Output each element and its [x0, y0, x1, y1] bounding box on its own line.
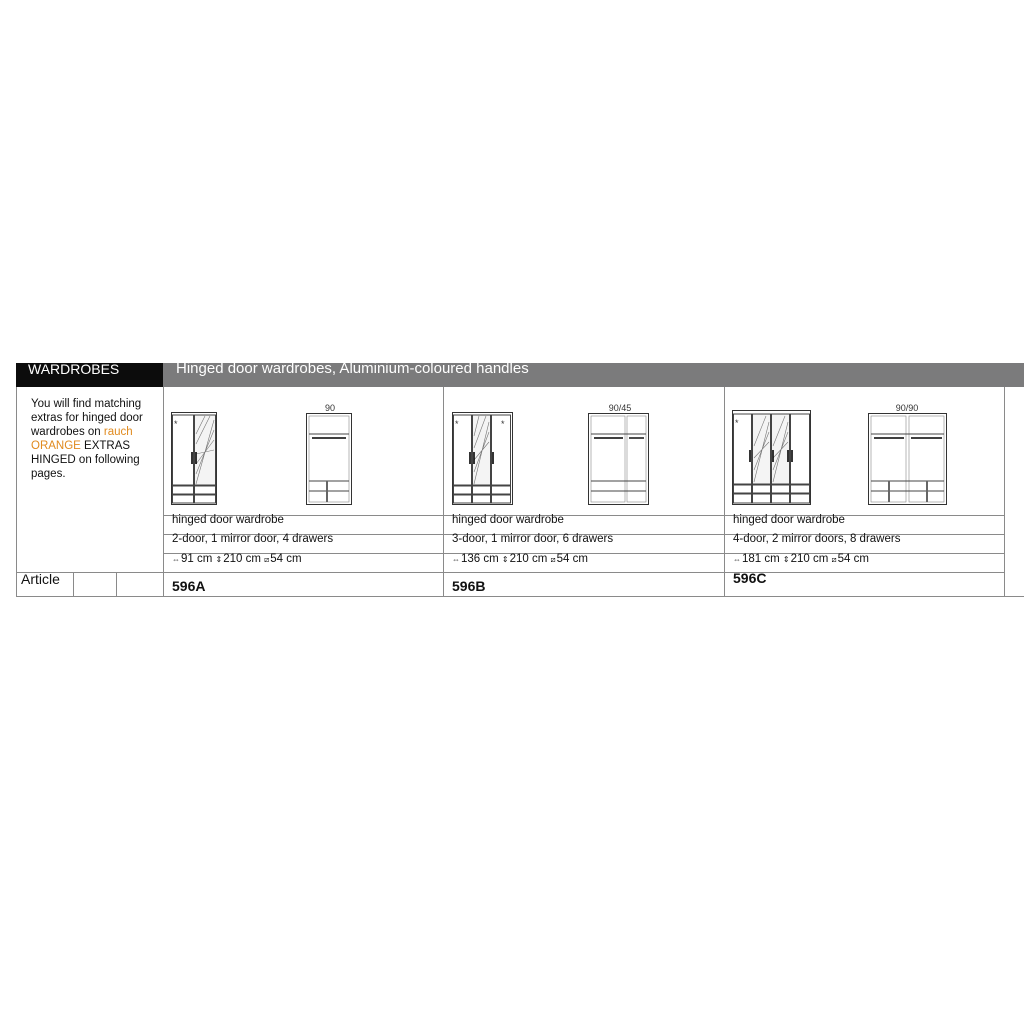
depth-value: 54 cm — [837, 553, 869, 565]
depth-icon: ⧄ — [550, 555, 556, 564]
svg-text:*: * — [174, 419, 178, 429]
wardrobe-front-drawing — [732, 410, 811, 505]
product-dimensions — [452, 553, 588, 565]
product-dimensions — [733, 553, 869, 565]
depth-value: 54 cm — [556, 553, 588, 565]
height-icon: ⇕ — [215, 555, 223, 564]
article-label: Article — [21, 571, 60, 587]
height-icon: ⇕ — [501, 555, 509, 564]
width-value: 181 cm — [742, 553, 780, 565]
wardrobe-front-drawing — [171, 412, 217, 505]
table-header — [163, 363, 1024, 387]
product-description: 2-door, 1 mirror door, 4 drawers — [172, 533, 334, 545]
product-dimensions — [172, 553, 302, 565]
note-text-after: EXTRAS HINGED on following pages. — [31, 440, 140, 480]
grid-bottom-line — [16, 596, 1024, 597]
table-title: Hinged door wardrobes, Aluminium-coloured handles — [176, 363, 529, 377]
svg-text:*: * — [501, 419, 505, 429]
wardrobe-front-drawing — [452, 412, 513, 505]
product-type: hinged door wardrobe — [172, 514, 284, 526]
height-value: 210 cm — [223, 553, 261, 565]
height-value: 210 cm — [509, 553, 548, 565]
grid-divider — [724, 387, 725, 597]
brand-link[interactable]: rauch ORANGE — [31, 426, 133, 452]
product-type: hinged door wardrobe — [733, 514, 845, 526]
svg-text:*: * — [455, 419, 459, 429]
wardrobe-interior-drawing — [306, 413, 352, 505]
svg-text:*: * — [735, 418, 739, 428]
width-value: 91 cm — [181, 553, 213, 565]
width-value: 136 cm — [461, 553, 499, 565]
article-code: 596C — [733, 570, 767, 586]
wardrobe-interior-drawing — [588, 413, 649, 505]
grid-row-line — [163, 515, 1004, 516]
product-type: hinged door wardrobe — [452, 514, 564, 526]
depth-icon: ⧄ — [264, 555, 270, 564]
interior-width-label: 90/45 — [608, 403, 632, 413]
grid-divider — [116, 572, 117, 597]
article-code: 596A — [172, 578, 206, 594]
section-header — [16, 363, 163, 387]
grid-divider — [1004, 387, 1005, 597]
grid-divider — [443, 387, 444, 597]
grid-divider — [163, 387, 164, 597]
interior-width-label: 90 — [324, 403, 335, 413]
product-description: 4-door, 2 mirror doors, 8 drawers — [733, 533, 901, 545]
depth-icon: ⧄ — [831, 555, 837, 564]
width-icon: ⇔ — [172, 555, 180, 564]
grid-border-left — [16, 387, 17, 597]
width-icon: ⇔ — [452, 555, 460, 564]
width-icon: ⇔ — [733, 555, 741, 564]
product-description: 3-door, 1 mirror door, 6 drawers — [452, 533, 614, 545]
grid-divider — [73, 572, 74, 597]
article-code: 596B — [452, 578, 486, 594]
height-value: 210 cm — [790, 553, 829, 565]
interior-width-label: 90/90 — [895, 403, 919, 413]
extras-note — [31, 397, 161, 481]
wardrobe-interior-drawing — [868, 413, 947, 505]
height-icon: ⇕ — [782, 555, 790, 564]
depth-value: 54 cm — [270, 553, 302, 565]
note-text-before: You will find matching extras for hinged door wardrobes on — [31, 398, 143, 438]
section-title: WARDROBES — [28, 363, 120, 377]
grid-row-line — [16, 572, 1004, 573]
